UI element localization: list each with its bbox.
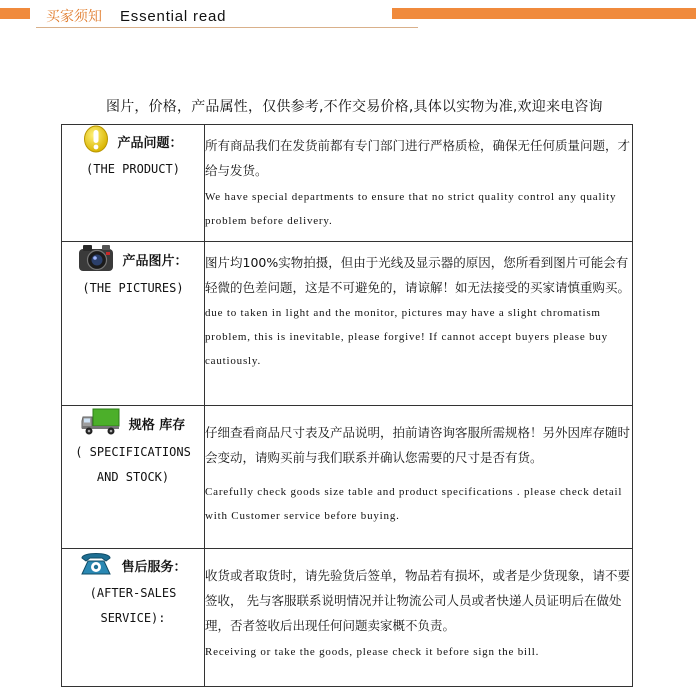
- row-description-cn: 仔细查看商品尺寸表及产品说明，拍前请咨询客服所需规格！另外因库存随时会变动，请购买前与我们联系并确认您需要的尺寸是否有货。: [205, 425, 631, 465]
- row-label-cn: 售后服务：: [121, 559, 187, 575]
- row-label-cn: 规格 库存: [128, 417, 186, 433]
- header-title-en: Essential read: [120, 8, 227, 25]
- row-label-en: (THE PRODUCT): [86, 162, 180, 176]
- row-description-cell: [205, 406, 633, 549]
- row-description-cell: [205, 242, 633, 406]
- row-label-cell: [62, 406, 205, 549]
- row-description-cn: 收货或者取货时，请先验货后签单，物品若有损坏，或者是少货现象，请不要签收， 先与客服联系说明情况并让物流公司人员或者快递人员证明后在做处理，否者签收后出现任何问题卖家概不负责。: [205, 568, 631, 633]
- row-label-en: (THE PICTURES): [82, 281, 184, 295]
- table-row: [62, 242, 633, 406]
- table-row: [62, 549, 633, 687]
- row-label-en: AND STOCK): [96, 470, 170, 484]
- table-row: [62, 125, 633, 242]
- row-label-cn: 产品问题：: [117, 135, 183, 151]
- row-description-en: We have special departments to ensure that no strict quality control any quality problem before delivery.: [205, 191, 617, 227]
- telephone-icon: [79, 549, 113, 581]
- exclamation-icon: [83, 125, 109, 157]
- row-description-cell: [205, 549, 633, 687]
- header-title: [46, 5, 226, 29]
- row-description-cn: 所有商品我们在发货前都有专门部门进行严格质检，确保无任何质量问题，才给与发货。: [205, 138, 631, 178]
- table-row: [62, 406, 633, 549]
- header-underline: [36, 27, 418, 28]
- truck-icon: [81, 406, 121, 440]
- notice-table: [61, 124, 633, 687]
- notice-subtitle: 图片，价格，产品属性，仅供参考,不作交易价格,具体以实物为准,欢迎来电咨询: [106, 99, 603, 115]
- row-description-cn: 图片均100%实物拍摄，但由于光线及显示器的原因，您所看到图片可能会有轻微的色差问题，这是不可避免的，请谅解！如无法接受的买家请慎重购买。: [205, 255, 631, 295]
- header-title-cn: 买家须知: [46, 9, 102, 25]
- row-label-cn: 产品图片：: [122, 253, 188, 269]
- row-label-cell: [62, 242, 205, 406]
- row-description-en: Receiving or take the goods, please check it before sign the bill.: [205, 646, 540, 658]
- row-label-cell: [62, 125, 205, 242]
- row-label-en: SERVICE):: [100, 611, 166, 625]
- row-description-cell: [205, 125, 633, 242]
- camera-icon: [78, 242, 114, 276]
- row-description-en: due to taken in light and the monitor, pictures may have a slight chromatism problem, this is inevitable, please forgive! If cannot accept buyers please buy cautiously.: [205, 307, 608, 367]
- row-label-en: (AFTER-SALES: [89, 586, 177, 600]
- row-label-en: ( SPECIFICATIONS: [75, 445, 191, 459]
- row-label-cell: [62, 549, 205, 687]
- row-description-en: Carefully check goods size table and product specifications . please check detail with Customer service before buying.: [205, 486, 623, 522]
